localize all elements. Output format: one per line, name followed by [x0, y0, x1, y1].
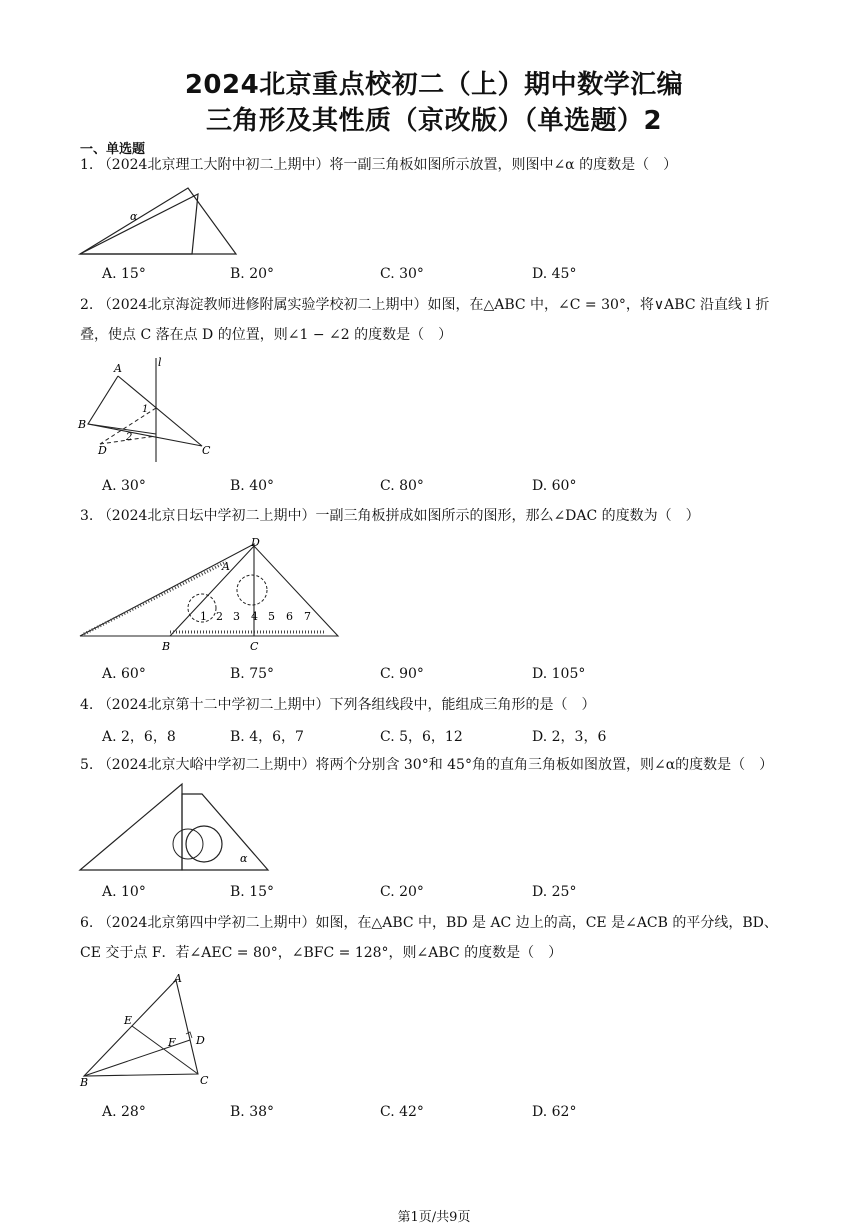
option-b[interactable]: B. 15°	[230, 884, 275, 900]
question-3	[80, 503, 700, 529]
ruler-mark: 5	[268, 610, 275, 623]
figure-label: C	[202, 444, 211, 457]
option-c[interactable]: C. 30°	[380, 266, 424, 282]
option-d[interactable]: D. 45°	[532, 266, 577, 282]
option-c[interactable]: C. 42°	[380, 1104, 424, 1120]
figure-label: E	[124, 1014, 133, 1027]
question-1	[80, 152, 677, 178]
figure-q1-triangles	[78, 186, 248, 258]
option-a[interactable]: A. 28°	[102, 1104, 146, 1120]
figure-label: α	[240, 852, 248, 865]
figure-label: D	[251, 536, 260, 549]
option-d[interactable]: D. 25°	[532, 884, 577, 900]
question-text: （2024北京第四中学初二上期中）如图，在△ABC 中，BD 是 AC 边上的高，CE 是∠ACB 的平分线，BD、	[97, 915, 778, 931]
option-d[interactable]: D. 62°	[532, 1104, 577, 1120]
figure-label: B	[80, 1076, 89, 1089]
figure-q2-fold	[76, 356, 216, 466]
question-text: （2024北京第十二中学初二上期中）下列各组线段中，能组成三角形的是（ ）	[97, 697, 596, 713]
figure-label: B	[78, 418, 87, 431]
figure-label: A	[174, 972, 182, 985]
figure-q6-triangle	[76, 974, 216, 1088]
figure-label: F	[168, 1036, 176, 1049]
question-2	[80, 292, 769, 318]
question-number: 6.	[80, 915, 94, 931]
option-d[interactable]: D. 2，3，6	[532, 729, 607, 745]
question-4	[80, 692, 595, 718]
figure-label: C	[250, 640, 259, 653]
figure-label: B	[162, 640, 171, 653]
option-b[interactable]: B. 20°	[230, 266, 275, 282]
figure-label: A	[222, 560, 230, 573]
question-text: （2024北京海淀教师进修附属实验学校初二上期中）如图，在△ABC 中，∠C = 30°，将∨ABC 沿直线 l 折	[97, 297, 770, 313]
option-a[interactable]: A. 15°	[102, 266, 146, 282]
question-text: （2024北京理工大附中初二上期中）将一副三角板如图所示放置，则图中∠α 的度数是（ ）	[97, 157, 678, 173]
ruler-mark: 6	[286, 610, 293, 623]
question-text: （2024北京日坛中学初二上期中）一副三角板拼成如图所示的图形，那么∠DAC 的度数为（ ）	[97, 508, 700, 524]
figure-label: l	[158, 356, 162, 369]
document-title-line1: 2024北京重点校初二（上）期中数学汇编	[184, 70, 684, 100]
options-q6	[102, 1104, 702, 1126]
option-c[interactable]: C. 80°	[380, 478, 424, 494]
ruler-mark: 3	[233, 610, 240, 623]
question-text: （2024北京大峪中学初二上期中）将两个分别含 30°和 45°角的直角三角板如图放置，则∠α的度数是（ ）	[97, 757, 774, 773]
option-c[interactable]: C. 90°	[380, 666, 424, 682]
option-a[interactable]: A. 60°	[102, 666, 146, 682]
question-number: 4.	[80, 697, 94, 713]
option-a[interactable]: A. 2，6，8	[102, 729, 176, 745]
option-b[interactable]: B. 40°	[230, 478, 275, 494]
option-b[interactable]: B. 4，6，7	[230, 729, 304, 745]
option-c[interactable]: C. 5，6，12	[380, 729, 463, 745]
question-6-line2: CE 交于点 F．若∠AEC = 80°，∠BFC = 128°，则∠ABC 的度数是（ ）	[80, 945, 563, 961]
options-q3	[102, 666, 702, 688]
page-footer: 第1页/共9页	[397, 1210, 471, 1225]
figure-label: 2	[126, 432, 133, 443]
section-heading: 一、单选题	[80, 142, 146, 157]
option-a[interactable]: A. 10°	[102, 884, 146, 900]
figure-label: α	[130, 210, 138, 223]
options-q2	[102, 478, 702, 500]
option-d[interactable]: D. 105°	[532, 666, 586, 682]
options-q4	[102, 726, 702, 748]
document-title-line2: 三角形及其性质（京改版）（单选题）2	[205, 106, 663, 136]
figure-q3-set-squares	[76, 532, 346, 654]
option-d[interactable]: D. 60°	[532, 478, 577, 494]
option-a[interactable]: A. 30°	[102, 478, 146, 494]
ruler-mark: 7	[304, 610, 311, 623]
question-number: 3.	[80, 508, 94, 524]
option-c[interactable]: C. 20°	[380, 884, 424, 900]
option-b[interactable]: B. 75°	[230, 666, 275, 682]
figure-label: D	[196, 1034, 205, 1047]
figure-label: 1	[142, 404, 149, 415]
question-2-line2: 叠，使点 C 落在点 D 的位置，则∠1 − ∠2 的度数是（ ）	[80, 327, 453, 343]
ruler-mark: 2	[216, 610, 223, 623]
figure-label: C	[200, 1074, 209, 1087]
ruler-mark: 4	[251, 610, 258, 623]
figure-label: A	[114, 362, 122, 375]
question-6	[80, 910, 778, 936]
question-number: 5.	[80, 757, 94, 773]
figure-q5-set-squares	[78, 782, 274, 874]
question-5	[80, 752, 773, 778]
options-q1	[102, 266, 702, 288]
question-number: 2.	[80, 297, 94, 313]
figure-label: D	[98, 444, 107, 457]
option-b[interactable]: B. 38°	[230, 1104, 275, 1120]
options-q5	[102, 884, 702, 906]
ruler-mark: 1	[200, 610, 207, 623]
question-number: 1.	[80, 157, 94, 173]
